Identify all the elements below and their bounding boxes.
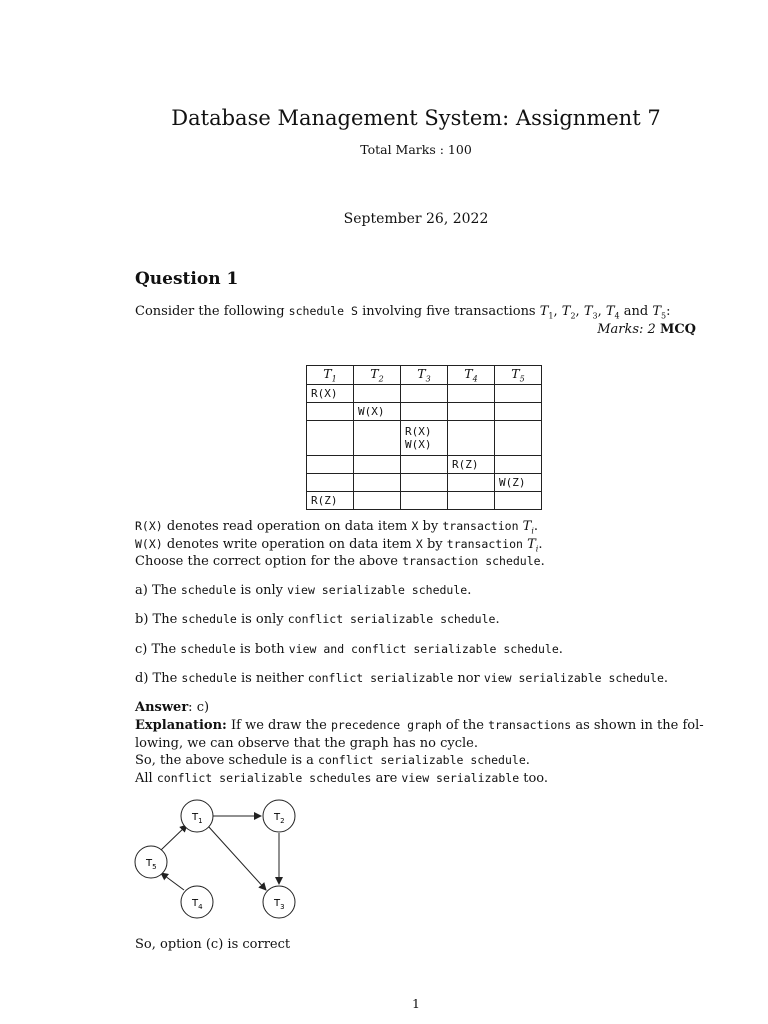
header-t1: $T_1$ xyxy=(307,366,354,385)
table-cell xyxy=(448,473,495,491)
answer-line: Answer: c) xyxy=(135,700,210,715)
conclusion: So, option (c) is correct xyxy=(135,937,291,952)
table-cell: W(X) xyxy=(354,402,401,420)
table-cell xyxy=(448,384,495,402)
question-heading: Question 1 xyxy=(135,269,239,289)
option-d: d) The schedule is neither conflict serializable nor view serializable schedule. xyxy=(135,671,669,686)
explanation-line-3: So, the above schedule is a conflict serializable schedule. xyxy=(135,753,530,768)
document-title: Database Management System: Assignment 7 xyxy=(171,106,661,130)
schedule-header-row xyxy=(307,366,542,385)
header-t2: $T_2$ xyxy=(354,366,401,385)
header-t3: $T_3$ xyxy=(401,366,448,385)
question-marks: Marks: 2 MCQ xyxy=(597,322,696,337)
schedule-table xyxy=(306,365,542,510)
edge-t5-t1 xyxy=(161,825,187,850)
table-cell xyxy=(495,402,542,420)
table-cell xyxy=(495,455,542,473)
table-cell: R(X) xyxy=(307,384,354,402)
table-cell xyxy=(354,491,401,509)
table-cell xyxy=(307,402,354,420)
table-cell: R(X) W(X) xyxy=(401,420,448,455)
option-c: c) The schedule is both view and conflict serializable schedule. xyxy=(135,642,563,657)
page-number: 1 xyxy=(412,996,420,1011)
svg-text:T1: $T_1$ xyxy=(192,812,203,825)
edge-t4-t5 xyxy=(161,873,184,890)
table-cell xyxy=(448,420,495,455)
svg-text:T5: $T_5$ xyxy=(146,858,157,871)
table-row xyxy=(307,384,542,402)
table-cell xyxy=(354,420,401,455)
svg-text:T3: $T_3$ xyxy=(274,898,285,911)
header-t5: $T_5$ xyxy=(495,366,542,385)
table-row xyxy=(307,455,542,473)
table-row xyxy=(307,473,542,491)
note-write: W(X) denotes write operation on data item X by transaction $T_i$. xyxy=(135,537,543,554)
total-marks: Total Marks : 100 xyxy=(360,142,472,157)
node-t5 xyxy=(135,846,167,878)
table-row xyxy=(307,402,542,420)
note-read: R(X) denotes read operation on data item X by transaction $T_i$. xyxy=(135,519,539,536)
node-t1 xyxy=(181,800,213,832)
table-cell xyxy=(495,491,542,509)
explanation-line-2: lowing, we can observe that the graph has no cycle. xyxy=(135,736,479,751)
table-cell xyxy=(401,473,448,491)
table-cell xyxy=(354,455,401,473)
svg-text:T4: $T_4$ xyxy=(192,898,203,911)
table-cell xyxy=(307,455,354,473)
table-cell xyxy=(401,455,448,473)
table-cell xyxy=(495,384,542,402)
table-cell xyxy=(307,420,354,455)
node-t4 xyxy=(181,886,213,918)
table-row xyxy=(307,420,542,455)
explanation-line-1: Explanation: If we draw the precedence graph of the transactions as shown in the fol- xyxy=(135,718,704,733)
table-cell xyxy=(401,491,448,509)
option-a: a) The schedule is only view serializable schedule. xyxy=(135,583,472,598)
explanation-line-4: All conflict serializable schedules are view serializable too. xyxy=(135,771,549,786)
table-cell xyxy=(401,402,448,420)
table-cell: R(Z) xyxy=(307,491,354,509)
table-cell xyxy=(354,473,401,491)
edge-t1-t3 xyxy=(208,826,266,890)
table-cell: R(Z) xyxy=(448,455,495,473)
option-b: b) The schedule is only conflict serializable schedule. xyxy=(135,612,500,627)
table-cell xyxy=(307,473,354,491)
table-cell xyxy=(448,491,495,509)
table-row xyxy=(307,491,542,509)
node-t2 xyxy=(263,800,295,832)
node-t3 xyxy=(263,886,295,918)
table-cell: W(Z) xyxy=(495,473,542,491)
note-choose: Choose the correct option for the above transaction schedule. xyxy=(135,554,545,569)
precedence-graph xyxy=(130,795,310,925)
header-t4: $T_4$ xyxy=(448,366,495,385)
svg-text:T2: $T_2$ xyxy=(274,812,285,825)
table-cell xyxy=(401,384,448,402)
table-cell xyxy=(495,420,542,455)
table-cell xyxy=(354,384,401,402)
question-intro: Consider the following schedule S involving five transactions $T_1$, $T_2$, $T_3$, $T_4$ and $T_5$: xyxy=(135,304,671,321)
document-date: September 26, 2022 xyxy=(343,211,489,227)
table-cell xyxy=(448,402,495,420)
